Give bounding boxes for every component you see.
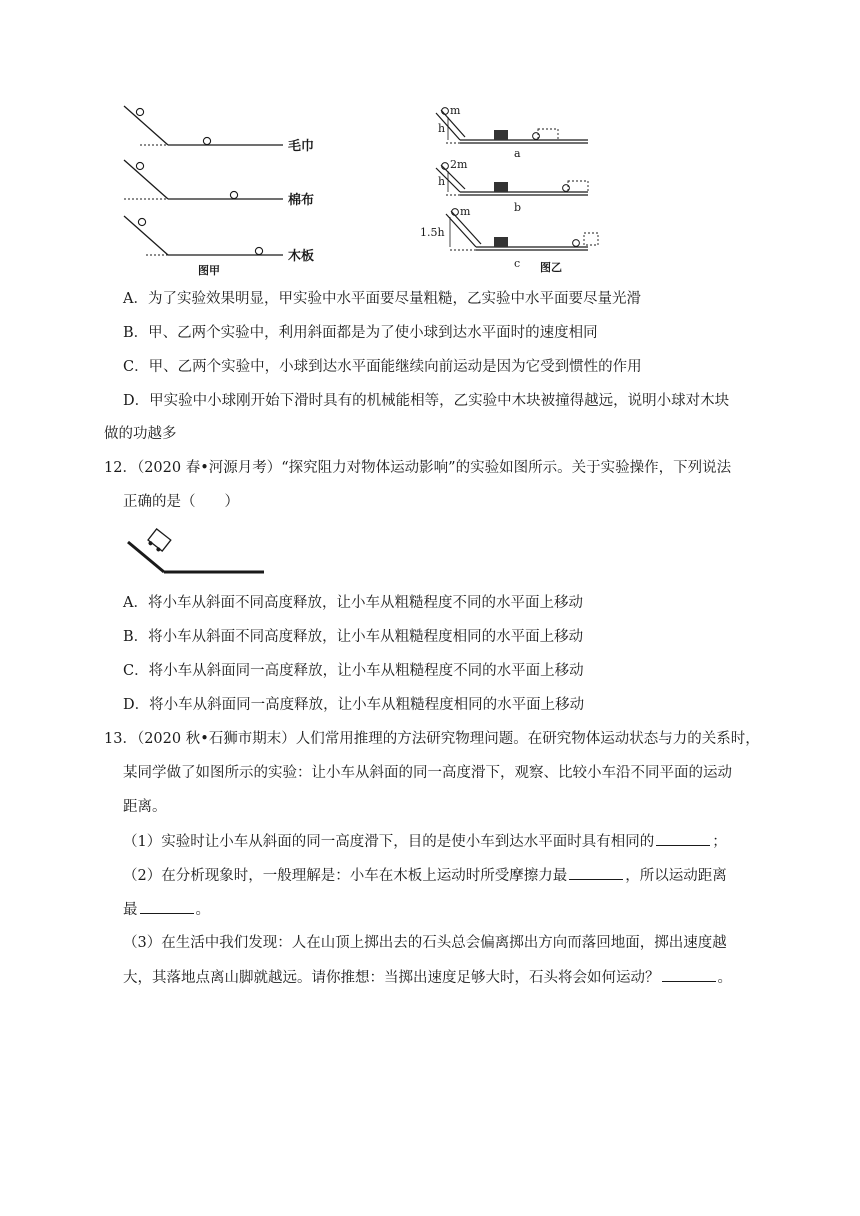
yi-mass-c: m <box>460 205 471 218</box>
yi-height-a: h <box>438 122 446 135</box>
q13-part1-end: ； <box>712 834 727 850</box>
jia-row-towel <box>124 106 283 145</box>
q13-part1-blank[interactable] <box>656 831 710 846</box>
q11-option-d-line2: 做的功越多 <box>104 426 177 442</box>
q13-part3-text: 大，其落地点离山脚就越远。请你推想：当掷出速度足够大时，石头将会如何运动？ <box>123 970 660 986</box>
q13-part2-mid: ，所以运动距离 <box>625 868 727 884</box>
q13-part2-word: 最 <box>123 902 138 918</box>
q13-part3-blank[interactable] <box>662 967 716 982</box>
q11-option-b: B．甲、乙两个实验中，利用斜面都是为了使小球到达水平面时的速度相同 <box>123 325 598 341</box>
yi-height-c: 1.5h <box>420 226 445 239</box>
q13-part2-blank-2[interactable] <box>140 899 194 914</box>
jia-label-board: 木板 <box>288 249 315 264</box>
q13-stem-line1: 13．（2020 秋•石狮市期末）人们常用推理的方法研究物理问题。在研究物体运动状态与力的关系时， <box>104 731 760 747</box>
q13-part3-end: 。 <box>717 970 732 986</box>
q12-option-d: D．将小车从斜面同一高度释放，让小车从粗糙程度相同的水平面上移动 <box>123 697 585 713</box>
yi-caption: 图乙 <box>540 261 562 274</box>
jia-label-cotton: 棉布 <box>288 193 315 208</box>
jia-row-cotton <box>124 160 283 199</box>
jia-row-board <box>124 216 283 255</box>
q11-option-d-line1: D．甲实验中小球刚开始下滑时具有的机械能相等，乙实验中木块被撞得越远，说明小球对木块 <box>123 393 730 409</box>
q13-stem-line2: 某同学做了如图所示的实验：让小车从斜面的同一高度滑下，观察、比较小车沿不同平面的运动 <box>123 765 732 781</box>
yi-letter-a: a <box>514 147 521 160</box>
figure-q12-cart-incline <box>124 526 269 578</box>
q13-part2-line1 <box>123 865 727 886</box>
yi-mass-b: 2m <box>450 158 468 171</box>
q13-part2-text: （2）在分析现象时，一般理解是：小车在木板上运动时所受摩擦力最 <box>123 868 568 884</box>
yi-mass-a: m <box>450 105 461 117</box>
q13-part2-blank-1[interactable] <box>569 865 623 880</box>
jia-label-towel: 毛巾 <box>288 139 315 154</box>
q12-stem-line2: 正确的是（ ） <box>123 494 239 510</box>
figure-yi <box>420 105 600 275</box>
q12-option-a: A．将小车从斜面不同高度释放，让小车从粗糙程度不同的水平面上移动 <box>123 595 583 611</box>
q11-option-a: A．为了实验效果明显，甲实验中水平面要尽量粗糙，乙实验中水平面要尽量光滑 <box>123 291 641 307</box>
q13-part3-line2 <box>123 967 732 988</box>
yi-letter-c: c <box>514 257 521 270</box>
q13-part2-line2 <box>123 899 210 920</box>
yi-height-b: h <box>438 175 446 188</box>
jia-caption: 图甲 <box>198 264 220 276</box>
q13-part1-text: （1）实验时让小车从斜面的同一高度滑下，目的是使小车到达水平面时具有相同的 <box>123 834 655 850</box>
q12-option-b: B．将小车从斜面不同高度释放，让小车从粗糙程度相同的水平面上移动 <box>123 629 584 645</box>
q13-stem-line3: 距离。 <box>123 799 167 815</box>
q12-option-c: C．将小车从斜面同一高度释放，让小车从粗糙程度不同的水平面上移动 <box>123 663 584 679</box>
figure-jia <box>118 98 338 276</box>
q13-part2-end: 。 <box>195 902 210 918</box>
q11-option-c: C．甲、乙两个实验中，小球到达水平面能继续向前运动是因为它受到惯性的作用 <box>123 359 642 375</box>
yi-letter-b: b <box>514 201 522 214</box>
q12-stem-line1: 12．（2020 春•河源月考）“探究阻力对物体运动影响”的实验如图所示。关于实验操作，下列说法 <box>104 460 732 476</box>
q13-part3-line1: （3）在生活中我们发现：人在山顶上掷出去的石头总会偏离掷出方向而落回地面，掷出速度越 <box>123 935 727 951</box>
q13-part1 <box>123 831 727 852</box>
